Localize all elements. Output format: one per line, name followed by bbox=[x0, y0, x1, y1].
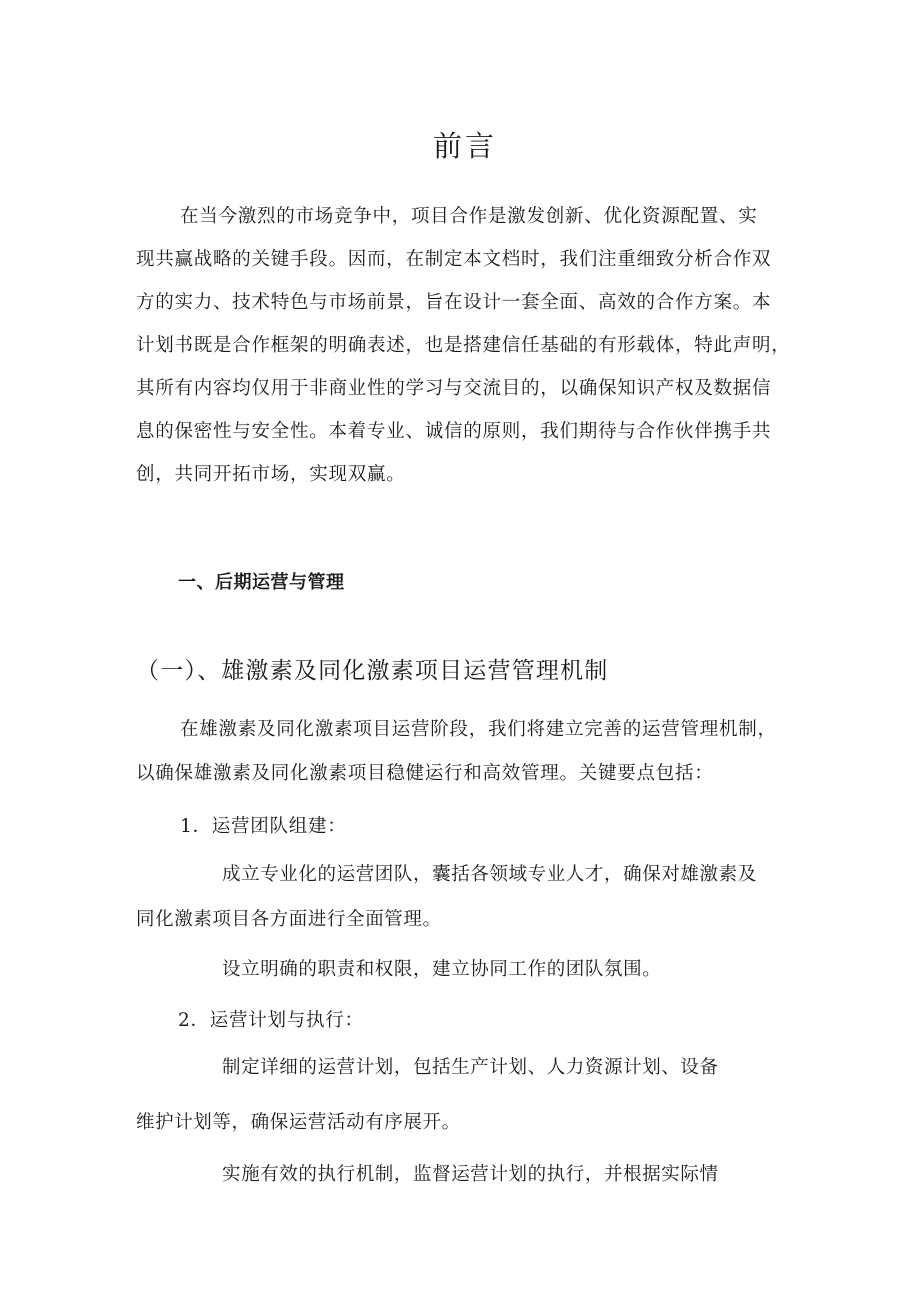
preface-line: 息的保密性与安全性。本着专业、诚信的原则，我们期待与合作伙伴携手共 bbox=[136, 421, 772, 442]
list-item-line: 实施有效的执行机制，监督运营计划的执行，并根据实际情 bbox=[222, 1164, 719, 1185]
preface-line: 计划书既是合作框架的明确表述，也是搭建信任基础的有形载体，特此声明， bbox=[136, 335, 791, 356]
list-item-heading: 2．运营计划与执行： bbox=[178, 1010, 364, 1031]
list-item-heading: 1．运营团队组建： bbox=[180, 816, 347, 837]
list-item-line: 成立专业化的运营团队，囊括各领域专业人才，确保对雄激素及 bbox=[222, 864, 757, 885]
intro-line: 在雄激素及同化激素项目运营阶段，我们将建立完善的运营管理机制， bbox=[180, 719, 777, 740]
list-item-line: 设立明确的职责和权限，建立协同工作的团队氛围。 bbox=[222, 959, 662, 980]
list-item-line: 同化激素项目各方面进行全面管理。 bbox=[136, 909, 442, 930]
section-heading-1: 一、后期运营与管理 bbox=[178, 572, 345, 593]
page-title: 前言 bbox=[433, 129, 498, 163]
preface-line: 现共赢战略的关键手段。因而，在制定本文档时，我们注重细致分析合作双 bbox=[136, 249, 772, 270]
list-item-line: 制定详细的运营计划，包括生产计划、人力资源计划、设备 bbox=[222, 1057, 719, 1078]
list-item-line: 维护计划等，确保运营活动有序展开。 bbox=[136, 1112, 461, 1133]
preface-line: 其所有内容均仅用于非商业性的学习与交流目的，以确保知识产权及数据信 bbox=[136, 378, 772, 399]
intro-line: 以确保雄激素及同化激素项目稳健运行和高效管理。关键要点包括： bbox=[136, 763, 714, 784]
section-heading-2: （一）、雄激素及同化激素项目运营管理机制 bbox=[136, 658, 609, 684]
preface-line: 方的实力、技术特色与市场前景，旨在设计一套全面、高效的合作方案。本 bbox=[136, 292, 772, 313]
preface-line: 创，共同开拓市场，实现双赢。 bbox=[136, 464, 406, 485]
preface-line: 在当今激烈的市场竞争中，项目合作是激发创新、优化资源配置、实 bbox=[180, 206, 758, 227]
